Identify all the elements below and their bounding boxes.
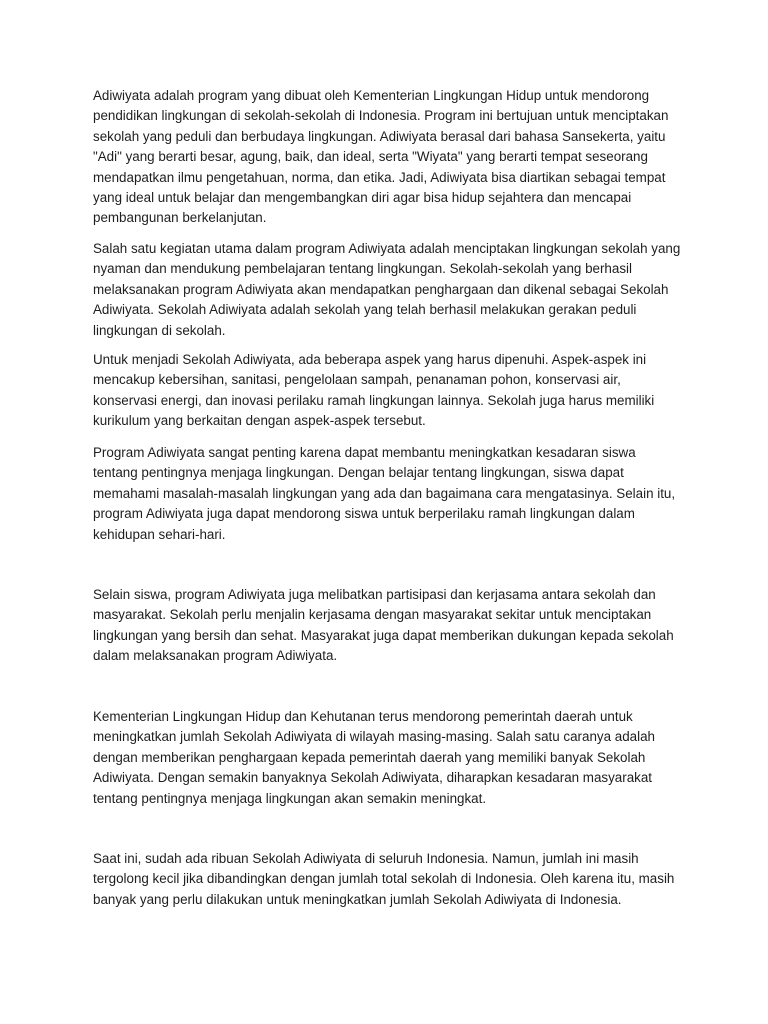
- paragraph-main-activity: Salah satu kegiatan utama dalam program Adiwiyata adalah menciptakan lingkungan sekolah yang nyaman dan mendukung pembelajaran tentang lingkungan. Sekolah-sekolah yang berhasil melaksanakan program Adiwiyata akan mendapatkan penghargaan dan dikenal sebagai Sekolah Adiwiyata. Sekolah Adiwiyata adalah sekolah yang telah berhasil melakukan gerakan peduli lingkungan di sekolah.: [93, 241, 681, 338]
- paragraph-ministry: Kementerian Lingkungan Hidup dan Kehutanan terus mendorong pemerintah daerah untuk meningkatkan jumlah Sekolah Adiwiyata di wilayah masing-masing. Salah satu caranya adalah dengan memberikan penghargaan kepada pemerintah daerah yang memiliki banyak Sekolah Adiwiyata. Dengan semakin banyaknya Sekolah Adiwiyata, diharapkan kesadaran masyarakat tentang pentingnya menjaga lingkungan akan semakin meningkat.: [93, 709, 655, 806]
- paragraph-definition: Adiwiyata adalah program yang dibuat oleh Kementerian Lingkungan Hidup untuk mendorong pendidikan lingkungan di sekolah-sekolah di Indonesia. Program ini bertujuan untuk menciptakan sekolah yang peduli dan berbudaya lingkungan. Adiwiyata berasal dari bahasa Sansekerta, yaitu "Adi" yang berarti besar, agung, baik, dan ideal, serta "Wiyata" yang berarti tempat seseorang mendapatkan ilmu pengetahuan, norma, dan etika. Jadi, Adiwiyata bisa diartikan sebagai tempat yang ideal untuk belajar dan mengembangkan diri agar bisa hidup sejahtera dan mencapai pembangunan berkelanjutan.: [93, 88, 669, 226]
- paragraph-current-status: Saat ini, sudah ada ribuan Sekolah Adiwiyata di seluruh Indonesia. Namun, jumlah ini masih tergolong kecil jika dibandingkan dengan jumlah total sekolah di Indonesia. Oleh karena itu, masih banyak yang perlu dilakukan untuk meningkatkan jumlah Sekolah Adiwiyata di Indonesia.: [93, 851, 675, 907]
- paragraph-requirements: Untuk menjadi Sekolah Adiwiyata, ada beberapa aspek yang harus dipenuhi. Aspek-aspek ini mencakup kebersihan, sanitasi, pengelolaan sampah, penanaman pohon, konservasi air, konservasi energi, dan inovasi perilaku ramah lingkungan lainnya. Sekolah juga harus memiliki kurikulum yang berkaitan dengan aspek-aspek tersebut.: [93, 352, 655, 429]
- paragraph-community: Selain siswa, program Adiwiyata juga melibatkan partisipasi dan kerjasama antara sekolah dan masyarakat. Sekolah perlu menjalin kerjasama dengan masyarakat sekitar untuk menciptakan lingkungan yang bersih dan sehat. Masyarakat juga dapat memberikan dukungan kepada sekolah dalam melaksanakan program Adiwiyata.: [93, 587, 674, 664]
- paragraph-importance: Program Adiwiyata sangat penting karena dapat membantu meningkatkan kesadaran siswa tentang pentingnya menjaga lingkungan. Dengan belajar tentang lingkungan, siswa dapat memahami masalah-masalah lingkungan yang ada dan bagaimana cara mengatasinya. Selain itu, program Adiwiyata juga dapat mendorong siswa untuk berperilaku ramah lingkungan dalam kehidupan sehari-hari.: [93, 445, 676, 542]
